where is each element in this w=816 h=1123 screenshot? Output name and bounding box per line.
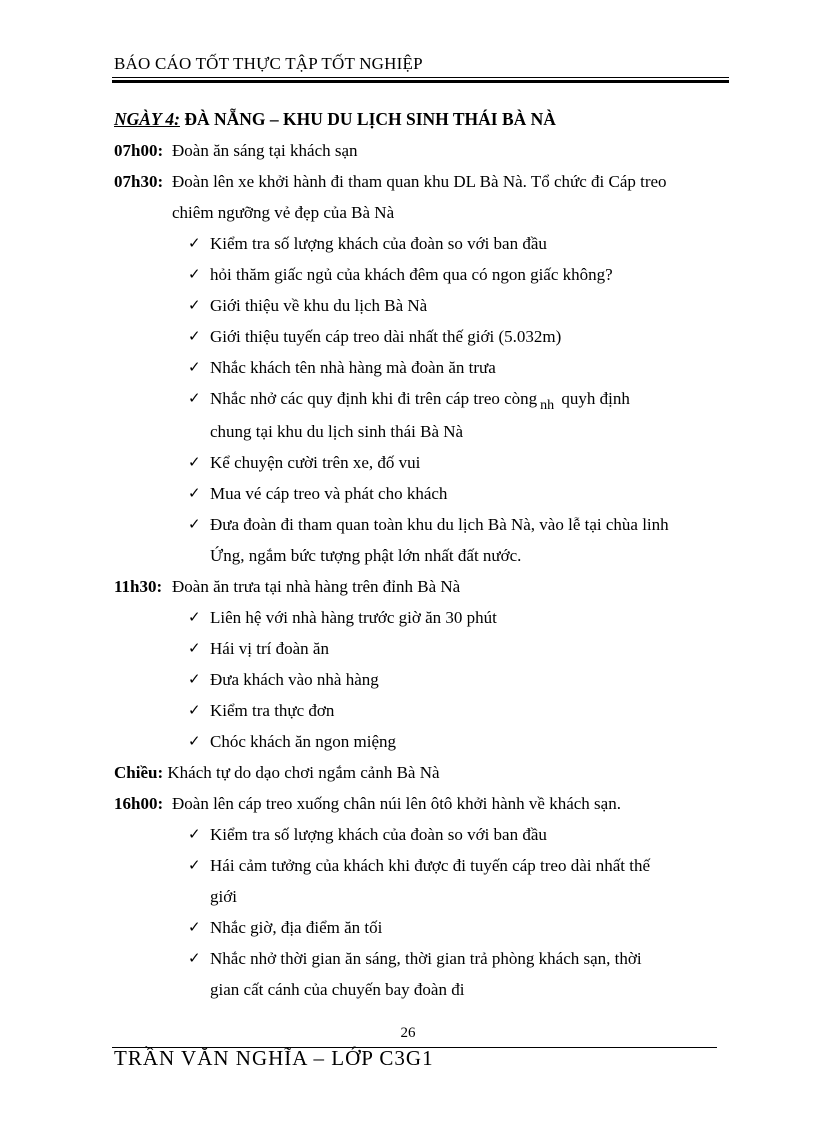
list-item: ✓ Kiểm tra số lượng khách của đoàn so với ban đầu <box>114 228 734 259</box>
check-icon: ✓ <box>188 670 201 688</box>
day-title-text: ĐÀ NẴNG – KHU DU LỊCH SINH THÁI BÀ NÀ <box>179 109 556 129</box>
check-icon: ✓ <box>188 296 201 314</box>
header-rule-thin <box>112 77 729 78</box>
entry-time: 07h00: <box>114 141 164 160</box>
schedule-entry-0700 <box>114 135 734 166</box>
check-icon: ✓ <box>188 701 201 719</box>
subscript-text: nh <box>540 398 555 413</box>
list-item: ✓ Giới thiệu về khu du lịch Bà Nà <box>114 290 734 321</box>
list-item: ✓ Mua vé cáp treo và phát cho khách <box>114 478 734 509</box>
check-icon: ✓ <box>188 856 201 874</box>
list-item: ✓ Liên hệ với nhà hàng trước giờ ăn 30 phút <box>114 602 734 633</box>
footer-author: TRẦN VĂN NGHĨA – LỚP C3G1 <box>114 1046 434 1070</box>
entry-time: 16h00: <box>114 794 164 813</box>
page-number: 26 <box>400 1025 416 1041</box>
entry-text: Đoàn lên xe khởi hành đi tham quan khu DL Bà Nà. Tổ chức đi Cáp treo <box>172 172 667 191</box>
list-item: ✓ Kiểm tra thực đơn <box>114 695 734 726</box>
check-icon: ✓ <box>188 825 201 843</box>
list-item: ✓ Đưa khách vào nhà hàng <box>114 664 734 695</box>
list-item: ✓ Nhắc giờ, địa điểm ăn tối <box>114 912 734 943</box>
check-icon: ✓ <box>188 608 201 626</box>
check-icon: ✓ <box>188 949 201 967</box>
list-item: ✓ Chóc khách ăn ngon miệng <box>114 726 734 757</box>
entry-text: Khách tự do dạo chơi ngắm cảnh Bà Nà <box>163 763 440 782</box>
entry-text: Đoàn lên cáp treo xuống chân núi lên ôtô khởi hành về khách sạn. <box>172 794 621 813</box>
list-item: ✓ Kiểm tra số lượng khách của đoàn so với ban đầu <box>114 819 734 850</box>
header-rule-thick <box>112 80 729 83</box>
check-icon: ✓ <box>188 732 201 750</box>
list-item: ✓ Kể chuyện cười trên xe, đố vui <box>114 447 734 478</box>
entry-time: Chiều: <box>114 763 164 782</box>
check-icon: ✓ <box>188 358 201 376</box>
check-icon: ✓ <box>188 484 201 502</box>
check-icon: ✓ <box>188 327 201 345</box>
list-item: ✓ hỏi thăm giấc ngủ của khách đêm qua có ngon giấc không? <box>114 259 734 290</box>
list-item: ✓ Hái cảm tưởng của khách khi được đi tuyến cáp treo dài nhất thế giới <box>114 850 734 912</box>
entry-time: 07h30: <box>114 172 164 191</box>
day-label: NGÀY 4: <box>114 109 180 129</box>
check-icon: ✓ <box>188 515 201 533</box>
list-item: ✓ Nhắc nhở các quy định khi đi trên cáp treo còng $_{nh}$ quyh định chung tại khu du lịch sinh thái Bà Nà <box>114 383 734 447</box>
header-title: BÁO CÁO TỐT THỰC TẬP TỐT NGHIỆP <box>114 54 423 73</box>
list-item: ✓ Giới thiệu tuyến cáp treo dài nhất thế giới (5.032m) <box>114 321 734 352</box>
check-icon: ✓ <box>188 639 201 657</box>
check-icon: ✓ <box>188 265 201 283</box>
day-title <box>114 106 734 135</box>
schedule-entry-0730 <box>114 166 734 197</box>
check-icon: ✓ <box>188 234 201 252</box>
schedule-entry-chieu <box>114 757 734 788</box>
entry-text-cont: chiêm ngưỡng vẻ đẹp của Bà Nà <box>172 203 395 222</box>
check-icon: ✓ <box>188 389 201 407</box>
list-item: ✓ Hái vị trí đoàn ăn <box>114 633 734 664</box>
check-icon: ✓ <box>188 453 201 471</box>
schedule-entry-1130 <box>114 571 734 602</box>
check-icon: ✓ <box>188 918 201 936</box>
page-content <box>114 106 734 1005</box>
list-item: ✓ Nhắc khách tên nhà hàng mà đoàn ăn trưa <box>114 352 734 383</box>
entry-text: Đoàn ăn sáng tại khách sạn <box>172 141 358 160</box>
list-item: ✓ Nhắc nhở thời gian ăn sáng, thời gian trả phòng khách sạn, thời gian cất cánh của chuyến bay đoàn đi <box>114 943 734 1005</box>
schedule-entry-1600 <box>114 788 734 819</box>
entry-time: 11h30: <box>114 577 163 596</box>
list-item: ✓ Đưa đoàn đi tham quan toàn khu du lịch Bà Nà, vào lễ tại chùa linh Ứng, ngắm bức tượng phật lớn nhất đất nước. <box>114 509 734 571</box>
entry-text: Đoàn ăn trưa tại nhà hàng trên đỉnh Bà Nà <box>172 577 461 596</box>
